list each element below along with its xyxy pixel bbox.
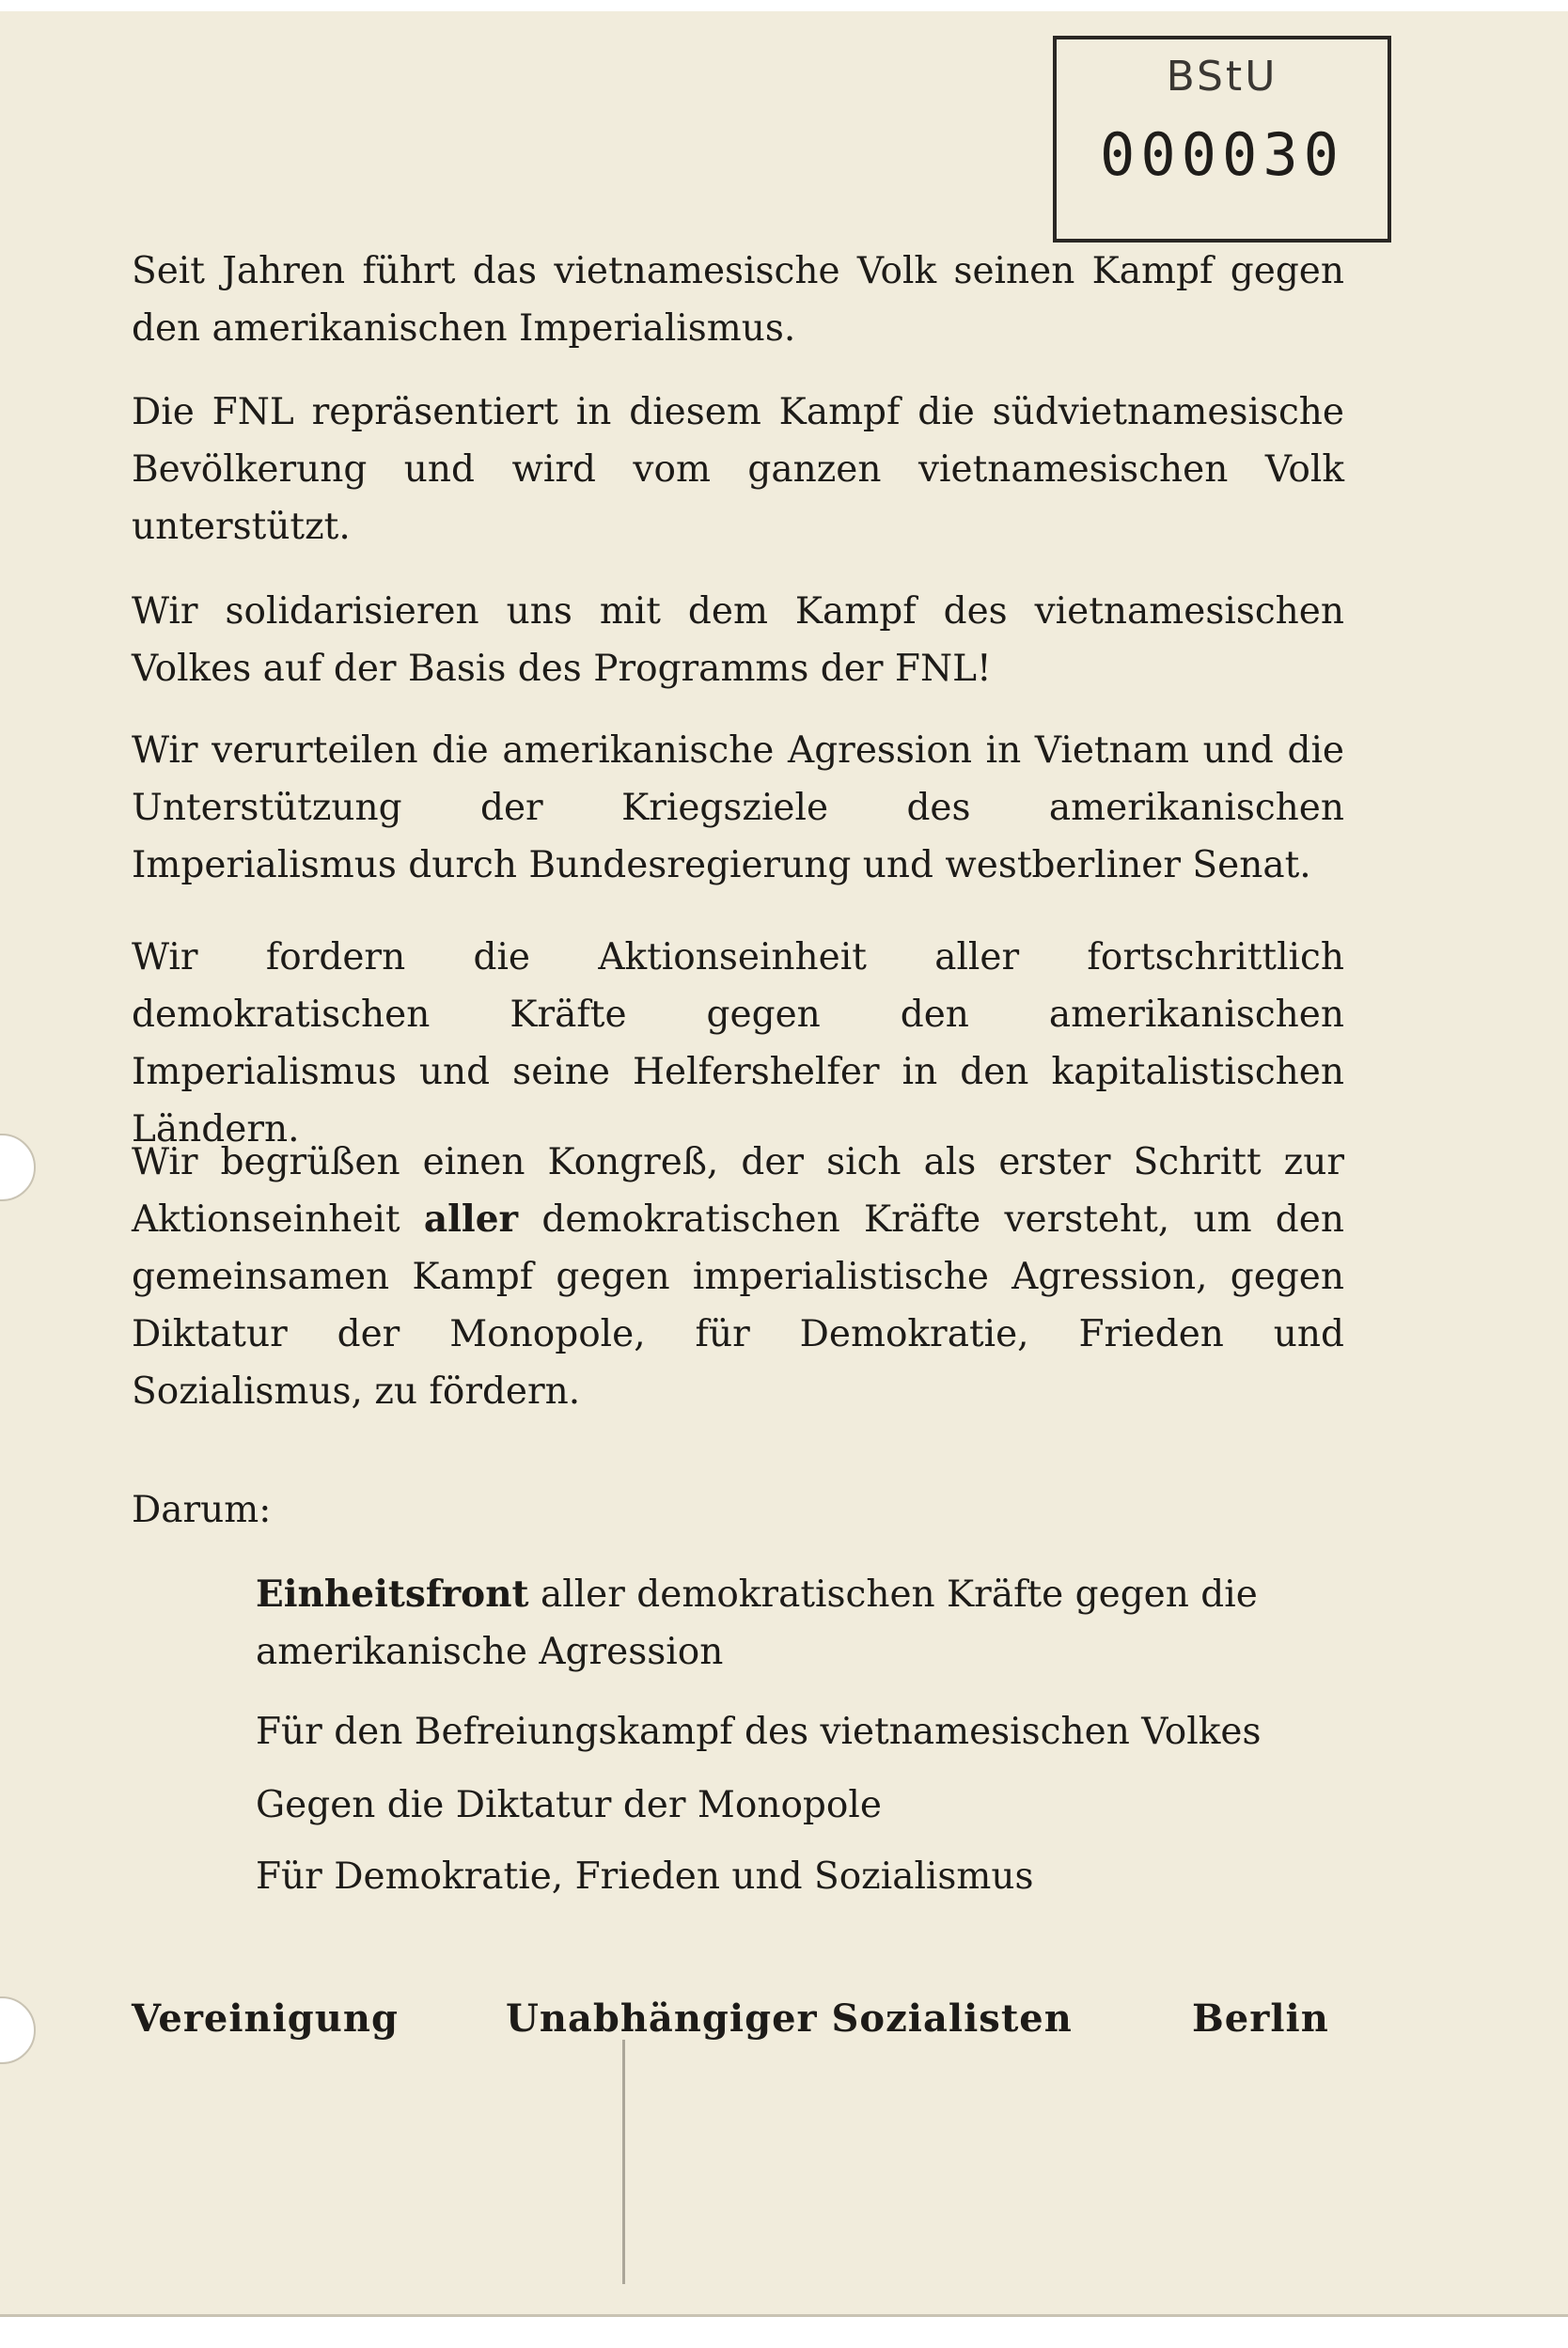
slogan-4: Für Demokratie, Frieden und Sozialismus bbox=[256, 1855, 1034, 1898]
archive-stamp bbox=[1053, 36, 1391, 243]
scan-top-edge bbox=[0, 0, 1568, 11]
paragraph-6-emphasis: aller bbox=[423, 1197, 519, 1241]
slogan-3: Gegen die Diktatur der Monopole bbox=[256, 1784, 882, 1826]
paragraph-5: Wir fordern die Aktionseinheit aller fortschrittlich demokratischen Kräfte gegen den amerikanischen Imperialismus und seine Helfershelfer in den kapitalistischen Ländern. bbox=[132, 936, 1344, 1151]
punch-hole bbox=[0, 1134, 36, 1201]
paragraph-1: Seit Jahren führt das vietnamesische Volk seinen Kampf gegen den amerikanischen Imperialismus. bbox=[132, 250, 1344, 350]
signature-part-3: Berlin bbox=[1192, 1996, 1329, 2041]
paragraph-6 bbox=[132, 1134, 1344, 1420]
stamp-title: BStU bbox=[1166, 53, 1278, 101]
slogan-2: Für den Befreiungskampf des vietnamesischen Volkes bbox=[256, 1711, 1262, 1753]
paragraph-2: Die FNL repräsentiert in diesem Kampf die südvietnamesische Bevölkerung und wird vom ganzen vietnamesischen Volk unterstützt. bbox=[132, 391, 1344, 548]
paper-crease bbox=[622, 2040, 625, 2284]
darum-heading: Darum: bbox=[132, 1489, 272, 1531]
slogan-1-bold: Einheitsfront bbox=[256, 1573, 529, 1616]
slogan-1-rest: aller demokratischen Kräfte gegen die amerikanische Agression bbox=[256, 1573, 1258, 1673]
signature-part-2: Unabhängiger Sozialisten bbox=[506, 1996, 1073, 2041]
scan-bottom-edge bbox=[0, 2314, 1568, 2348]
signature-part-1: Vereinigung bbox=[132, 1996, 399, 2041]
paragraph-6-after: demokratischen Kräfte versteht, um den gemeinsamen Kampf gegen imperialistische Agression, gegen Diktatur der Monopole, für Demokratie, Frieden und Sozialismus, zu fördern. bbox=[132, 1198, 1344, 1413]
slogan-1 bbox=[256, 1566, 1337, 1681]
paragraph-6-before: Wir begrüßen einen Kongreß, der sich als erster Schritt zur Aktionseinheit bbox=[132, 1141, 1344, 1241]
stamp-number: 000030 bbox=[1100, 120, 1344, 189]
punch-hole bbox=[0, 1996, 36, 2064]
paragraph-4: Wir verurteilen die amerikanische Agression in Vietnam und die Unterstützung der Kriegsziele des amerikanischen Imperialismus durch Bundesregierung und westberliner Senat. bbox=[132, 729, 1344, 886]
paragraph-3: Wir solidarisieren uns mit dem Kampf des vietnamesischen Volkes auf der Basis des Programms der FNL! bbox=[132, 590, 1344, 690]
